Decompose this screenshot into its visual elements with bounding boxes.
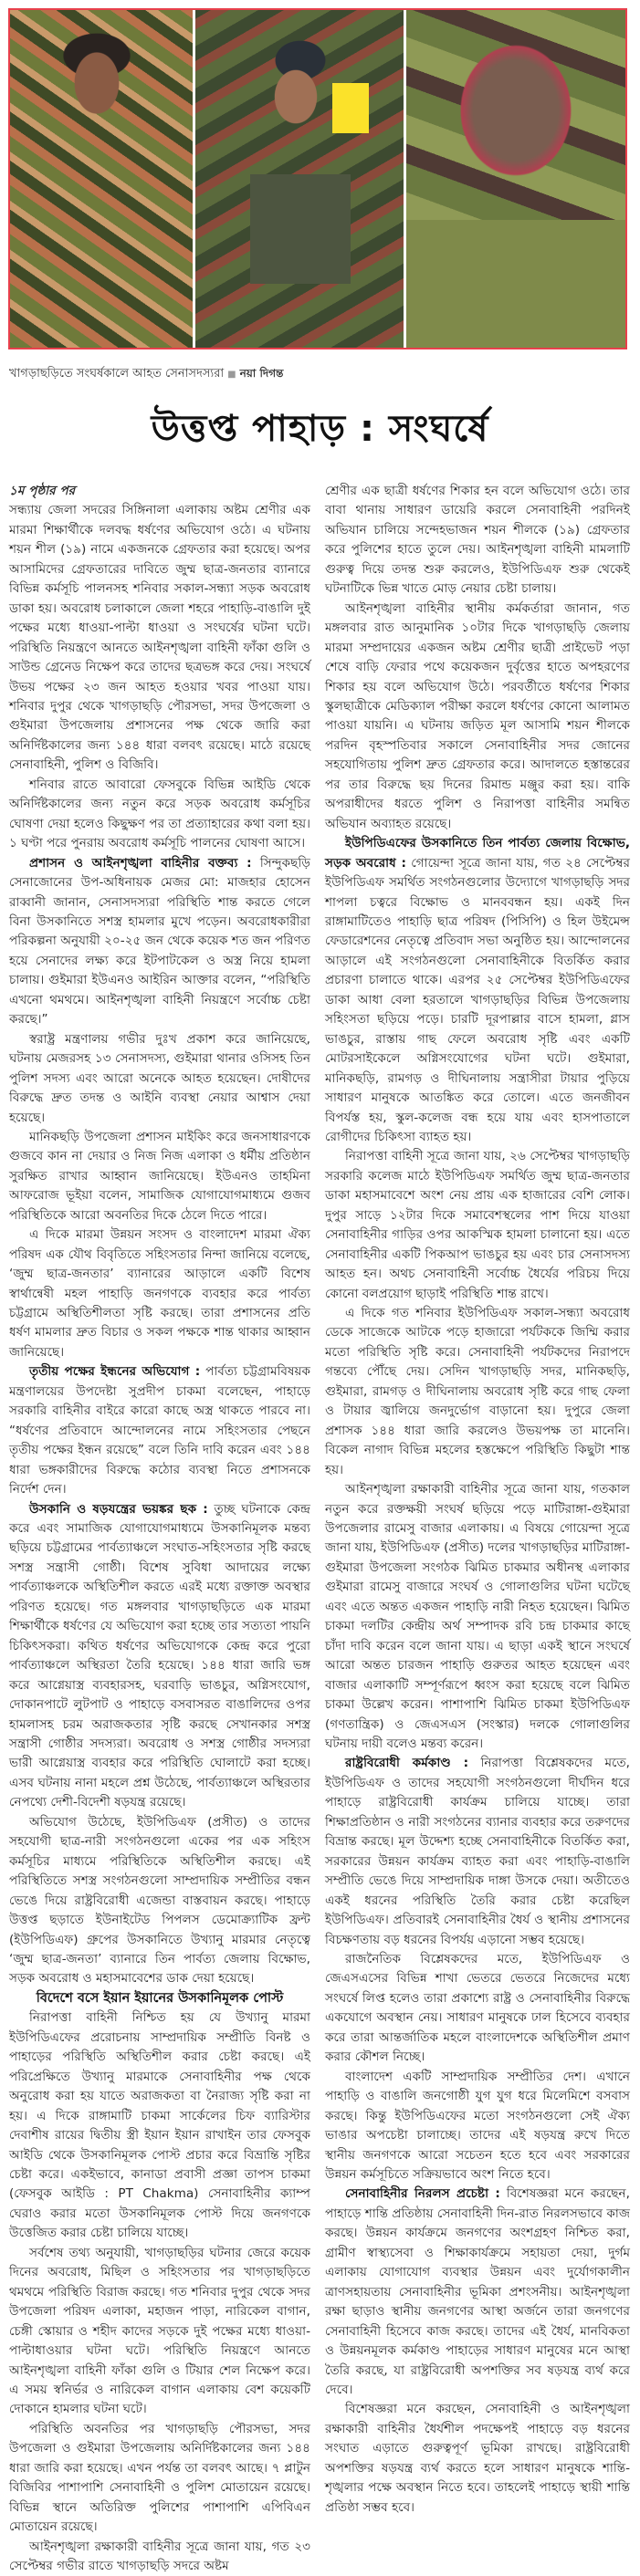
paragraph-text: আইনশৃঙ্খলা রক্ষাকারী বাহিনীর সূত্রে জানা যায়, গতকাল নতুন করে রক্তক্ষয়ী সংঘর্ষ ছড়িয়ে পড়ে মাটিরাঙ্গা-গুইমারা উপজেলার রামেসু বাজার এলাকায়। এ বিষয়ে গোয়েন্দা সূত্রে জানা যায়, ইউপিডিএফ (প্রসীত) দলের খাগড়াছড়ির মাটিরাঙ্গা-গুইমারা উপজেলা সংগঠক ঝিমিত চাকমার অধীনস্থ এলাকার গুইমারা রামেসু বাজারে সংঘর্ষ ও গোলাগুলির ঘটনা ঘটেছে এবং এতে অন্তত একজন পাহাড়ি নারী নিহত হয়েছেন। ঝিমিত চাকমা দলটির কেন্দ্রীয় অর্থ সম্পাদক রবি চন্দ্র চাকমার কাছে চাঁদা দাবি করেন বলে জানা যায়। এ ছাড়া একই স্থানে সংঘর্ষে আরো অন্তত চারজন পাহাড়ি গুরুতর আহত হয়েছেন এবং বাজার এলাকাটি সম্পূর্ণরূপে ধ্বংস করা হয়েছে বলে ঝিমিত চাকমা উল্লেখ করেন। পাশাপাশি ঝিমিত চাকমা ইউপিডিএফ (গণতান্ত্রিক) ও জেএসএস (সংস্কার) দলকে গোলাগুলির ঘটনায় দায়ী বলেও মন্তব্য করেন। bbox=[325, 1482, 630, 1751]
paragraph-text: রাজনৈতিক বিশ্লেষকদের মতে, ইউপিডিএফ ও জেএসএসের বিভিন্ন শাখা ভেতরে ভেতরে নিজেদের মধ্যে সংঘর্ষে লিপ্ত হলেও তারা প্রকাশ্যে রাষ্ট্র ও সেনাবাহিনীর বিরুদ্ধে একযোগে অবস্থান নেয়। সাধারণ মানুষকে ঢাল হিসেবে ব্যবহার করে তারা আন্তর্জাতিক মহলে বাংলাদেশকে অস্থিতিশীল প্রমাণ করার কৌশল নিচ্ছে। bbox=[325, 1951, 630, 2065]
caption-text: খাগড়াছড়িতে সংঘর্ষকালে আহত সেনাসদস্যরা bbox=[9, 367, 225, 381]
paragraph-text: বিশেষজ্ঞরা মনে করছেন, সেনাবাহিনী ও আইনশৃঙ্খলা রক্ষাকারী বাহিনীর ধৈর্যশীল পদক্ষেপই পাহাড়ে বড় ধরনের সংঘাত এড়াতে গুরুত্বপূর্ণ ভূমিকা রাখছে। রাষ্ট্রবিরোধী অপশক্তির ষড়যন্ত্র ব্যর্থ করতে হলে সাধারণ মানুষকে শান্তি-শৃঙ্খলার পক্ষে অবস্থান নিতে হবে। তাহলেই পাহাড়ে স্থায়ী শান্তি প্রতিষ্ঠা সম্ভব হবে। bbox=[325, 2402, 630, 2515]
article-column-right bbox=[325, 482, 630, 2518]
article-column-left bbox=[9, 482, 310, 2576]
article-paragraph bbox=[9, 2008, 310, 2243]
paragraph-text: সন্ধ্যায় জেলা সদরের সিঙ্গিনালা এলাকায় অষ্টম শ্রেণীর এক মারমা শিক্ষার্থীকে দলবদ্ধ ধর্ষণের অভিযোগ ওঠে। এ ঘটনায় শয়ন শীল (১৯) নামে একজনকে গ্রেফতার করা হয়েছে। অপর আসামিদের গ্রেফতারের দাবিতে জুম্ম ছাত্র-জনতার ব্যানারে বিভিন্ন কর্মসূচি পালনসহ শনিবার সকাল-সন্ধ্যা সড়ক অবরোধ ডাকা হয়। অবরোধ চলাকালে জেলা শহরে পাহাড়ি-বাঙালি দুই পক্ষের মধ্যে ধাওয়া-পাল্টা ধাওয়া ও সংঘর্ষের ঘটনা ঘটে। পরিস্থিতি নিয়ন্ত্রণে আনতে আইনশৃঙ্খলা বাহিনী ফাঁকা গুলি ও সাউন্ড গ্রেনেড নিক্ষেপ করে তাদের ছত্রভঙ্গ করে দেয়। সংঘর্ষে উভয় পক্ষের ২৩ জন আহত হওয়ার খবর পাওয়া যায়। শনিবার দুপুর থেকে খাগড়াছড়ি পৌরসভা, সদর উপজেলা ও গুইমারা উপজেলায় প্রশাসনের পক্ষ থেকে জারি করা অনির্দিষ্টকালের জন্য ১৪৪ ধারা বলবৎ রয়েছে। মাঠে রয়েছে সেনাবাহিনী, পুলিশ ও বিজিবি। bbox=[9, 503, 310, 773]
paragraph-lead: ইউপিডিএফের উসকানিতে তিন পার্বত্য জেলায় বিক্ষোভ, সড়ক অবরোধ : bbox=[325, 836, 630, 871]
article-paragraph bbox=[9, 1362, 310, 1499]
paragraph-text: এ দিকে গত শনিবার ইউপিডিএফ সকাল-সন্ধ্যা অবরোধ ডেকে সাজেকে আটকে পড়ে হাজারো পর্যটককে জিম্মি করার মতো পরিস্থিতি সৃষ্টি করে। সেনাবাহিনী পর্যটকদের নিরাপদে গন্তব্যে পৌঁছে দেয়। সেদিন খাগড়াছড়ি সদর, মানিকছড়ি, গুইমারা, রামগড় ও দীঘিনালায় অবরোধ সৃষ্টি করে গাছ ফেলা ও টায়ার জ্বালিয়ে জনদুর্ভোগ বাড়ানো হয়। দুপুরে জেলা প্রশাসক ১৪৪ ধারা জারি করলেও উভয়পক্ষ তা মানেনি। বিকেল নাগাদ বিভিন্ন মহলের হস্তক্ষেপে পরিস্থিতি কিছুটা শান্ত হয়। bbox=[325, 1306, 630, 1477]
paragraph-lead: প্রশাসন ও আইনশৃঙ্খলা বাহিনীর বক্তব্য : bbox=[29, 855, 252, 871]
paragraph-text: এ দিকে মারমা উন্নয়ন সংসদ ও বাংলাদেশ মারমা ঐক্য পরিষদ এক যৌথ বিবৃতিতে সহিংসতার নিন্দা জানিয়ে বলেছে, ‘জুম্ম ছাত্র-জনতার’ ব্যানারের আড়ালে একটি বিশেষ স্বার্থান্বেষী মহল পাহাড়ি জনগণকে ব্যবহার করে পার্বত্য চট্টগ্রামে অস্থিতিশীলতা সৃষ্টি করছে। তারা প্রশাসনের প্রতি ধর্ষণ মামলার দ্রুত বিচার ও সকল পক্ষকে শান্ত থাকার আহ্বান জানিয়েছে। bbox=[9, 1227, 310, 1360]
paragraph-text: নিরাপত্তা বাহিনী সূত্রে জানা যায়, ২৬ সেপ্টেম্বর খাগড়াছড়ি সরকারি কলেজ মাঠে ইউপিডিএফ সমর্থিত জুম্ম ছাত্র-জনতার ডাকা মহাসমাবেশে অংশ নেয় প্রায় এক হাজারের বেশি লোক। দুপুর সাড়ে ১২টার দিকে সমাবেশস্থলের পাশ দিয়ে যাওয়া সেনাবাহিনীর গাড়ির ওপর আকস্মিক হামলা চালানো হয়। এতে সেনাবাহিনীর একটি পিকআপ ভাঙচুর হয় এবং চার সেনাসদস্য আহত হন। অথচ সেনাবাহিনী সর্বোচ্চ ধৈর্যের পরিচয় দিয়ে কোনো বলপ্রয়োগ ছাড়াই পরিস্থিতি শান্ত রাখে। bbox=[325, 1149, 630, 1301]
paragraph-text: গোয়েন্দা সূত্রে জানা যায়, গত ২৪ সেপ্টেম্বর ইউপিডিএফ সমর্থিত সংগঠনগুলোর উদ্যোগে খাগড়াছড়ি সদর শাপলা চত্বরে বিক্ষোভ ও মানববন্ধন হয়। একই দিন রাঙ্গামাটিতেও পাহাড়ি ছাত্র পরিষদ (পিসিপি) ও হিল উইমেন্স ফেডারেশনের নেতৃত্বে প্রতিবাদ সভা অনুষ্ঠিত হয়। আন্দোলনের আড়ালে এই সংগঠনগুলো সেনাবাহিনীকে বিতর্কিত করার প্রচারণা চালাতে থাকে। এরপর ২৫ সেপ্টেম্বর ইউপিডিএফের ডাকা আধা বেলা হরতালে খাগড়াছড়ির বিভিন্ন উপজেলায় সহিংসতা ছড়িয়ে পড়ে। চারটি দূরপাল্লার বাসে হামলা, গ্লাস ভাঙচুর, রাস্তায় গাছ ফেলে অবরোধ সৃষ্টি এবং একটি মোটরসাইকেলে অগ্নিসংযোগের ঘটনা ঘটে। গুইমারা, মানিকছড়ি, রামগড় ও দীঘিনালায় সন্ত্রাসীরা টায়ার পুড়িয়ে সাধারণ মানুষকে আতঙ্কিত করে তোলে। এতে জনজীবন বিপর্যস্ত হয়, স্কুল-কলেজ বন্ধ হয়ে যায় এবং হাসপাতালে রোগীদের চিকিৎসা ব্যাহত হয়। bbox=[325, 855, 630, 1144]
article-paragraph bbox=[9, 2538, 310, 2576]
article-paragraph bbox=[325, 2400, 630, 2518]
paragraph-text: নিরাপত্তা বাহিনী নিশ্চিত হয় যে উখ্যানু মারমা ইউপিডিএফের প্ররোচনায় সাম্প্রদায়িক সম্প্রীতি বিনষ্ট ও পাহাড়ের পরিস্থিতি অস্থিতিশীল করার চেষ্টা করছে। এই পরিপ্রেক্ষিতে উখ্যানু মারমাকে সেনাবাহিনীর পক্ষ থেকে অনুরোধ করা হয় যাতে অরাজকতা বা নৈরাজ্য সৃষ্টি করা না হয়। এ দিকে রাঙ্গামাটি চাকমা সার্কেলের চিফ ব্যারিস্টার দেবাশীষ রায়ের দ্বিতীয় স্ত্রী ইয়ান ইয়ান রাখাইন তার ফেসবুক আইডি থেকে উসকানিমূলক পোস্ট প্রচার করে বিভ্রান্তি সৃষ্টির চেষ্টা করে। একইভাবে, কানাডা প্রবাসী প্রজ্ঞা তাপস চাকমা (ফেসবুক আইডি : PT Chakma) সেনাবাহিনীর ক্যাম্প ঘেরাও করার মতো উসকানিমূলক পোস্ট দিয়ে জনগণকে উত্তেজিত করার চেষ্টা চালিয়ে যাচ্ছে। bbox=[9, 2010, 310, 2241]
paragraph-text: সিন্দুকছড়ি সেনাজোনের উপ-অধিনায়ক মেজর মো: মাজহার হোসেন রাব্বানী জানান, সেনাসদস্যরা পরিস্থিতি শান্ত করতে গেলে বিনা উসকানিতে সশস্ত্র হামলার মুখে পড়েন। অবরোধকারীরা পরিকল্পনা অনুযায়ী ২০-২৫ জন থেকে কয়েক শত জন পরিণত হয়ে সেনাদের লক্ষ্য করে ইটপাটকেল ও অস্ত্র নিয়ে হামলা চালায়। গুইমারা ইউএনও আইরিন আক্তার বলেন, “পরিস্থিতি এখনো থমথমে। আইনশৃঙ্খলা বাহিনী নিয়ন্ত্রণে সর্বোচ্চ চেষ্টা করছে।” bbox=[9, 855, 310, 1027]
paragraph-text: স্বরাষ্ট্র মন্ত্রণালয় গভীর দুঃখ প্রকাশ করে জানিয়েছে, ঘটনায় মেজরসহ ১৩ সেনাসদস্য, গুইমারা থানার ওসিসহ তিন পুলিশ সদস্য এবং আরো অনেকে আহত হয়েছেন। দোষীদের বিরুদ্ধে দ্রুত তদন্ত ও আইনি ব্যবস্থা নেয়ার আশ্বাস দেয়া হয়েছে। bbox=[9, 1031, 310, 1125]
paragraph-text: নিরাপত্তা বিশ্লেষকদের মতে, ইউপিডিএফ ও তাদের সহযোগী সংগঠনগুলো দীর্ঘদিন ধরে পাহাড়ে রাষ্ট্রবিরোধী কার্যক্রম চালিয়ে যাচ্ছে। তারা শিক্ষাপ্রতিষ্ঠান ও নারী সংগঠনের ব্যানার ব্যবহার করে তরুণদের বিভ্রান্ত করছে। মূল উদ্দেশ্য হচ্ছে সেনাবাহিনীকে বিতর্কিত করা, সরকারের উন্নয়ন কার্যক্রম ব্যাহত করা এবং পাহাড়ি-বাঙালি সম্প্রীতি ভেঙে দিয়ে সাম্প্রদায়িক দাঙ্গা উসকে দেয়া। অতীতেও একই ধরনের পরিস্থিতি তৈরি করার চেষ্টা করেছিল ইউপিডিএফ। প্রতিবারই সেনাবাহিনীর ধৈর্য ও স্থানীয় প্রশাসনের বিচক্ষণতায় বড় ধরনের বিপর্যয় এড়ানো সম্ভব হয়েছে। bbox=[325, 1756, 630, 1947]
paragraph-text: অভিযোগ উঠেছে, ইউপিডিএফ (প্রসীত) ও তাদের সহযোগী ছাত্র-নারী সংগঠনগুলো একের পর এক সহিংস কর্মসূচির মাধ্যমে পরিস্থিতিকে অস্থিতিশীল করছে। এই পরিস্থিতিতে সশস্ত্র সংগঠনগুলো সাম্প্রদায়িক সম্প্রীতির বন্ধন ভেঙে দিয়ে রাষ্ট্রবিরোধী এজেন্ডা বাস্তবায়ন করছে। পাহাড়ে উত্তপ্ত ছড়াতে ইউনাইটেড পিপলস ডেমোক্র্যাটিক ফ্রন্ট (ইউপিডিএফ) গ্রুপের উসকানিতে উখ্যানু মারমার নেতৃত্বে ‘জুম্ম ছাত্র-জনতা’ ব্যানারে তিন পার্বত্য জেলায় বিক্ষোভ, সড়ক অবরোধ ও মহাসমাবেশের ডাক দেয়া হয়েছে। bbox=[9, 1814, 310, 1987]
article-paragraph bbox=[325, 1950, 630, 2068]
article-paragraph bbox=[325, 1304, 630, 1480]
paragraph-text: বাংলাদেশ একটি সাম্প্রদায়িক সম্প্রীতির দেশ। এখানে পাহাড়ি ও বাঙালি জনগোষ্ঠী যুগ যুগ ধরে মিলেমিশে বসবাস করছে। কিন্তু ইউপিডিএফের মতো সংগঠনগুলো সেই ঐক্য ভাঙার অপচেষ্টা চালাচ্ছে। তাদের এই ষড়যন্ত্র রুখে দিতে স্থানীয় জনগণকে আরো সচেতন হতে হবে এবং সরকারের উন্নয়ন কর্মসূচিতে সক্রিয়ভাবে অংশ নিতে হবে। bbox=[325, 2069, 630, 2182]
article-paragraph bbox=[325, 482, 630, 600]
continuation-kicker: ১ম পৃষ্ঠার পর bbox=[9, 484, 76, 498]
paragraph-lead: রাষ্ট্রবিরোধী কর্মকাণ্ড : bbox=[345, 1756, 469, 1771]
paragraph-text: সর্বশেষ তথ্য অনুযায়ী, খাগড়াছড়ির ঘটনার জেরে কয়েক দিনের অবরোধ, মিছিল ও সহিংসতার পর খাগড়াছড়িতে থমথমে পরিস্থিতি বিরাজ করছে। গত শনিবার দুপুর থেকে সদর উপজেলা পরিষদ এলাকা, মহাজন পাড়া, নারিকেল বাগান, চেঙ্গী স্কোয়ার ও শহীদ কাদের সড়কে দুই পক্ষের মধ্যে ধাওয়া-পাল্টাধাওয়ার ঘটনা ঘটে। পরিস্থিতি নিয়ন্ত্রণে আনতে আইনশৃঙ্খলা বাহিনী ফাঁকা গুলি ও টিয়ার শেল নিক্ষেপ করে। এ সময় স্বনির্ভর ও নারিকেল বাগান এলাকায় বেশ কয়েকটি দোকানে হামলার ঘটনা ঘটে। bbox=[9, 2245, 310, 2417]
paragraph-text: শনিবার রাতে আবারো ফেসবুকে বিভিন্ন আইডি থেকে অনির্দিষ্টকালের জন্য নতুন করে সড়ক অবরোধ কর্মসূচির ঘোষণা দেয়া হলেও কিছুক্ষণ পর তা প্রত্যাহারের কথা বলা হয়। ১ ঘণ্টা পরে পুনরায় অবরোধ কর্মসূচি পালনের ঘোষণা আসে। bbox=[9, 777, 310, 851]
paragraph-text: আইনশৃঙ্খলা রক্ষাকারী বাহিনীর সূত্রে জানা যায়, গত ২৩ সেপ্টেম্বর গভীর রাতে খাগড়াছড়ি সদরে অষ্টম bbox=[9, 2539, 310, 2574]
paragraph-lead: উসকানি ও ষড়যন্ত্রের ভয়ঙ্কর ছক : bbox=[29, 1501, 208, 1517]
paragraph-text: পার্বত্য চট্টগ্রামবিষয়ক মন্ত্রণালয়ের উপদেষ্টা সুপ্রদীপ চাকমা বলেছেন, পাহাড়ে সরকারি বাহিনীর বাইরে কারো কাছে অস্ত্র থাকতে পারবে না। “ধর্ষণের প্রতিবাদে আন্দোলনের নামে সহিংসতার পেছনে তৃতীয় পক্ষের ইন্ধন রয়েছে” বলে তিনি দাবি করেন এবং ১৪৪ ধারা ভঙ্গকারীদের বিরুদ্ধে কঠোর ব্যবস্থা নিতে প্রশাসনকে নির্দেশ দেন। bbox=[9, 1364, 310, 1497]
article-paragraph bbox=[325, 1147, 630, 1304]
photo-injured-soldier bbox=[195, 10, 404, 348]
subheading: বিদেশে বসে ইয়ান ইয়ানের উসকানিমূলক পোস্ট bbox=[36, 1990, 284, 2006]
article-paragraph bbox=[9, 2420, 310, 2538]
article-paragraph bbox=[325, 600, 630, 834]
article-paragraph bbox=[9, 2244, 310, 2420]
paragraph-text: পরিস্থিতি অবনতির পর খাগড়াছড়ি পৌরসভা, সদর উপজেলা ও গুইমারা উপজেলায় অনির্দিষ্টকালের জন্য ১৪৪ ধারা জারি করা হয়েছে। এখন পর্যন্ত তা বলবৎ আছে। ৭ প্লাটুন বিজিবির পাশাপাশি সেনাবাহিনী ও পুলিশ মোতায়েন রয়েছে। বিভিন্ন স্থানে অতিরিক্ত পুলিশের পাশাপাশি এপিবিএন মোতায়েন রয়েছে। bbox=[9, 2421, 310, 2535]
article-paragraph bbox=[325, 1754, 630, 1950]
article-paragraph bbox=[325, 2068, 630, 2185]
photo-head-wound bbox=[406, 10, 625, 348]
article-paragraph bbox=[9, 1813, 310, 1989]
paragraph-text: বিশেষজ্ঞরা মনে করছেন, পাহাড়ে শান্তি প্রতিষ্ঠায় সেনাবাহিনী দিন-রাত নিরলসভাবে কাজ করছে। উন্নয়ন কার্যক্রমে জনগণের অংশগ্রহণ নিশ্চিত করা, গ্রামীণ স্বাস্থ্যসেবা ও শিক্ষাকার্যক্রমে সহায়তা দেয়া, দুর্গম এলাকায় যোগাযোগ ব্যবস্থার উন্নয়ন এবং দুর্যোগকালীন ত্রাণসহায়তায় সেনাবাহিনীর ভূমিকা প্রশংসনীয়। আইনশৃঙ্খলা রক্ষা ছাড়াও স্থানীয় জনগণের আস্থা অর্জনে তারা জনগণের সেনাবাহিনী হিসেবে কাজ করছে। তাদের এই ধৈর্য, মানবিকতা ও উন্নয়নমূলক কর্মকাণ্ড পাহাড়ের সাধারণ মানুষের মনে আস্থা তৈরি করছে, যা রাষ্ট্রবিরোধী অপশক্তির সব ষড়যন্ত্র ব্যর্থ করে দেবে। bbox=[325, 2186, 630, 2397]
article-paragraph bbox=[325, 2185, 630, 2400]
paragraph-lead: সেনাবাহিনীর নিরলস প্রচেষ্টা : bbox=[345, 2186, 500, 2202]
article-paragraph bbox=[9, 776, 310, 854]
article-paragraph bbox=[325, 1480, 630, 1754]
headline: উত্তপ্ত পাহাড় : সংঘর্ষে bbox=[151, 408, 489, 450]
article-paragraph bbox=[325, 834, 630, 1147]
article-paragraph bbox=[9, 1128, 310, 1225]
paragraph-lead: তৃতীয় পক্ষের ইন্ধনের অভিযোগ : bbox=[29, 1364, 201, 1380]
photo-caption bbox=[9, 365, 283, 384]
article-paragraph bbox=[9, 501, 310, 775]
caption-separator: ■ bbox=[227, 370, 236, 380]
photo-credit: নয়া দিগন্ত bbox=[239, 367, 284, 380]
paragraph-text: আইনশৃঙ্খলা বাহিনীর স্থানীয় কর্মকর্তারা জানান, গত মঙ্গলবার রাত আনুমানিক ১০টার দিকে খাগড়াছড়ি জেলায় মারমা সম্প্রদায়ের একজন অষ্টম শ্রেণীর ছাত্রী প্রাইভেট পড়া শেষে বাড়ি ফেরার পথে কয়েকজন দুর্বৃত্তের হাতে অপহরণের শিকার হয় বলে অভিযোগ উঠে। পরবর্তীতে ধর্ষণের শিকার স্কুলছাত্রীকে মেডিক্যাল পরীক্ষা করলে ধর্ষণের কোনো আলামত পাওয়া যায়নি। এ ঘটনায় জড়িত মূল আসামি শয়ন শীলকে পরদিন বৃহস্পতিবার সকালে সেনাবাহিনীর সদর জোনের সহযোগিতায় পুলিশ দ্রুত গ্রেফতার করে। আদালতে হস্তান্তরের পর তার বিরুদ্ধে ছয় দিনের রিমান্ড মঞ্জুর করা হয়। বাকি অপরাধীদের ধরতে পুলিশ ও নিরাপত্তা বাহিনীর সমন্বিত অভিযান অব্যাহত রয়েছে। bbox=[325, 600, 630, 831]
photo-injured-officer bbox=[10, 10, 193, 348]
article-paragraph bbox=[9, 1030, 310, 1128]
photo-collage bbox=[8, 8, 627, 349]
article-paragraph bbox=[9, 1225, 310, 1362]
paragraph-text: মানিকছড়ি উপজেলা প্রশাসন মাইকিং করে জনসাধারণকে গুজবে কান না দেয়ার ও নিজ নিজ এলাকা ও ধর্মীয় প্রতিষ্ঠান সুরক্ষিত রাখার আহ্বান জানিয়েছে। ইউএনও তাহমিনা আফরোজ ভূইয়া বলেন, সামাজিক যোগাযোগমাধ্যমে গুজব পরিস্থিতিকে আরো অবনতির দিকে ঠেলে দিতে পারে। bbox=[9, 1129, 310, 1223]
paragraph-text: তুচ্ছ ঘটনাকে কেন্দ্র করে এবং সামাজিক যোগাযোগমাধ্যমে উসকানিমূলক মন্তব্য ছড়িয়ে চট্টগ্রামের পার্বত্যাঞ্চলে সংঘাত-সহিংসতার সৃষ্টি করছে সশস্ত্র সন্ত্রাসী গোষ্ঠী। বিশেষ সুবিধা আদায়ের লক্ষ্যে পার্বত্যাঞ্চলকে অস্থিতিশীল করতে এরই মধ্যে রক্তাক্ত অবস্থার পরিণত হয়েছে। গত মঙ্গলবার খাগড়াছড়িতে এক মারমা শিক্ষার্থীকে ধর্ষণের যে অভিযোগ করা হচ্ছে তার সত্যতা পায়নি চিকিৎসকরা। কথিত ধর্ষণের অভিযোগকে কেন্দ্র করে পুরো পার্বত্যাঞ্চলে অস্থিরতা তৈরি হয়েছে। ১৪৪ ধারা জারি ভঙ্গ করে আগ্নেয়াস্ত্র ব্যবহারসহ, ঘরবাড়ি ভাঙচুর, অগ্নিসংযোগ, দোকানপাটে লুটপাট ও পাহাড়ে বসবাসরত বাঙালিদের ওপর হামলাসহ চরম অরাজকতার সৃষ্টি করছে সেখানকার সশস্ত্র সন্ত্রাসী গোষ্ঠীর সদস্যরা। অবরোধ ও সশস্ত্র গোষ্ঠীর সদস্যরা ভারী আগ্নেয়াস্ত্র ব্যবহার করে পরিস্থিতি ঘোলাটে করা হচ্ছে। এসব ঘটনায় নানা মহলে প্রশ্ন উঠেছে, পার্বত্যাঞ্চলে অস্থিরতার নেপথ্যে দেশী-বিদেশী ষড়যন্ত্র রয়েছে। bbox=[9, 1501, 310, 1810]
paragraph-text: শ্রেণীর এক ছাত্রী ধর্ষণের শিকার হন বলে অভিযোগ ওঠে। তার বাবা থানায় সাধারণ ডায়েরি করলে সেনাবাহিনী পরদিনই অভিযান চালিয়ে সন্দেহভাজন শয়ন শীলকে (১৯) গ্রেফতার করে পুলিশের হাতে তুলে দেয়। আইনশৃঙ্খলা বাহিনী মামলাটি গুরুত্ব দিয়ে তদন্ত শুরু করলেও, ইউপিডিএফ শুরু থেকেই ঘটনাটিকে ভিন্ন খাতে মোড় নেয়ার চেষ্টা চালায়। bbox=[325, 484, 630, 597]
article-paragraph bbox=[9, 1500, 310, 1813]
article-paragraph bbox=[9, 854, 310, 1030]
